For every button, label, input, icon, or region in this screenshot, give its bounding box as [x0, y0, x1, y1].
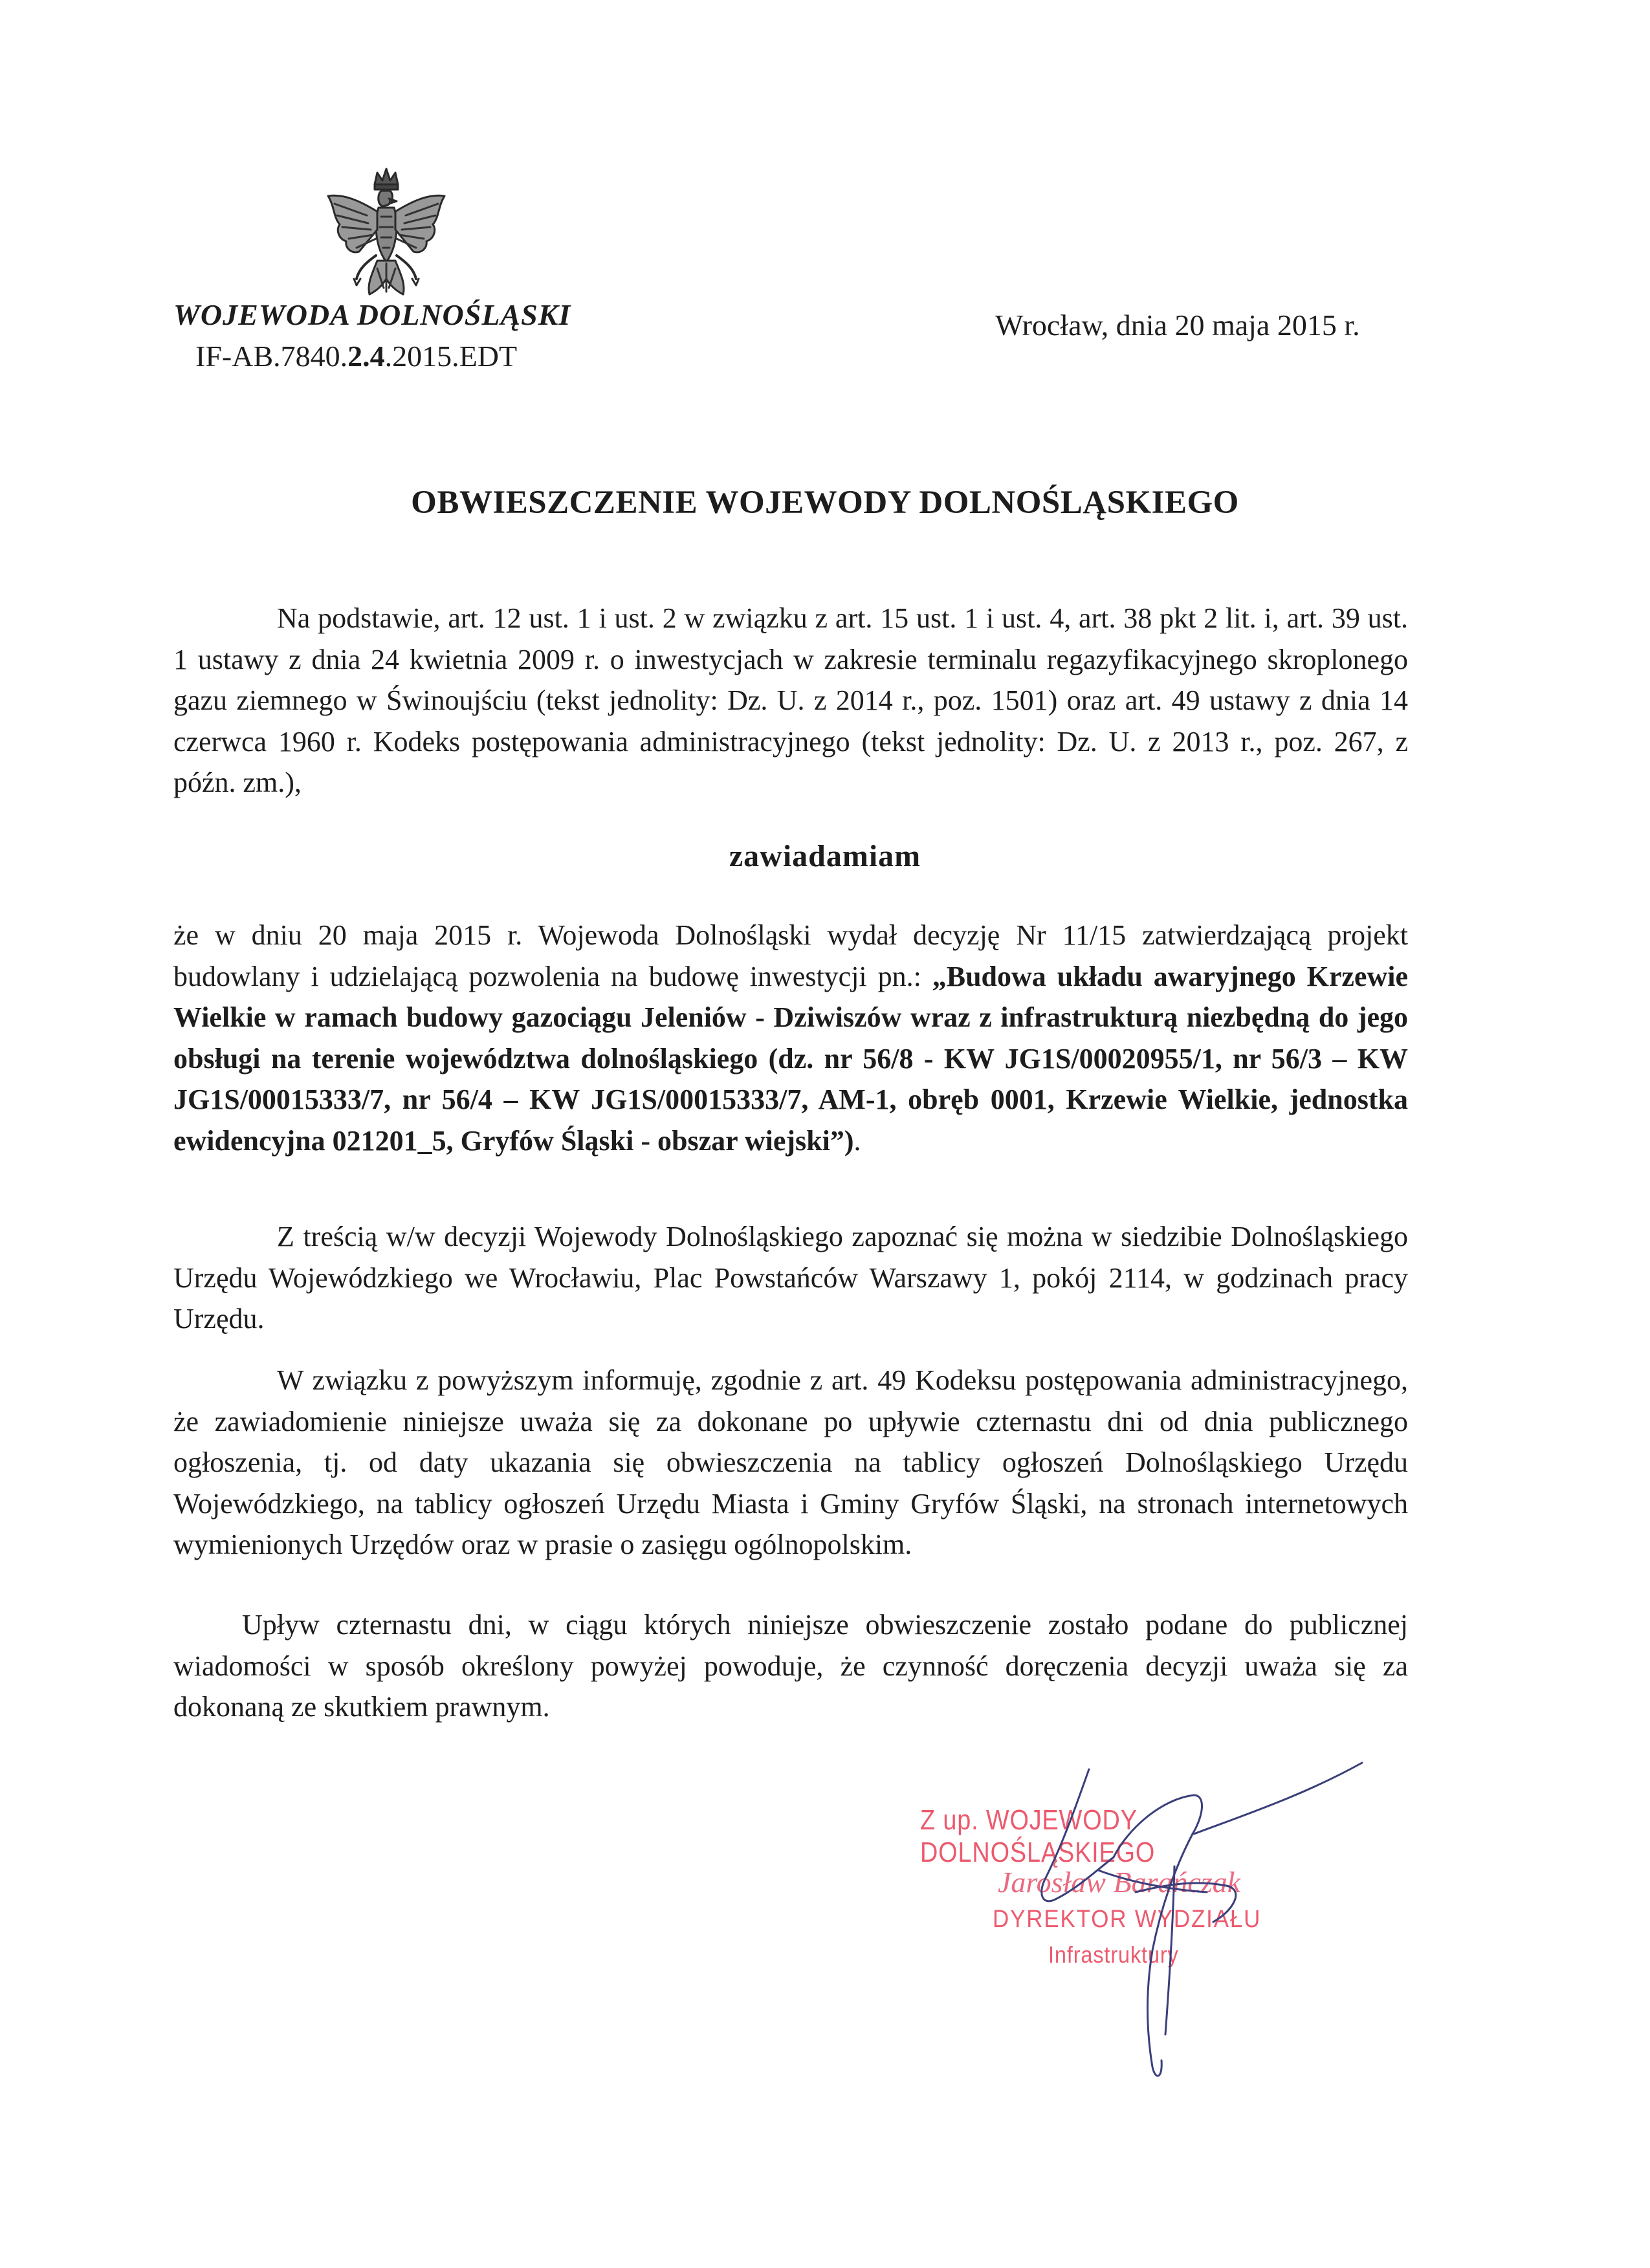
access-paragraph	[173, 1216, 1408, 1340]
access-text: Z treścią w/w decyzji Wojewody Dolnośląskiego zapoznać się można w siedzibie Dolnośląskiego Urzędu Wojewódzkiego we Wrocławiu, Plac Powstańców Warszawy 1, pokój 2114, w godzinach pracy Urzędu.	[173, 1221, 1408, 1335]
stamp-signatory-name: Jarosław Barańczak	[998, 1866, 1241, 1899]
stamp-signatory-role: DYREKTOR WYDZIAŁU	[993, 1906, 1262, 1933]
issuing-authority: WOJEWODA DOLNOŚLĄSKI	[173, 298, 571, 331]
reference-number	[173, 336, 571, 377]
place-date: Wrocław, dnia 20 maja 2015 r.	[995, 309, 1360, 342]
project-name: „Budowa układu awaryjnego Krzewie Wielkie w ramach budowy gazociągu Jeleniów - Dziwiszów wraz z infrastrukturą niezbędną do jego obsługi na terenie województwa dolnośląskiego (dz. nr 56/8 - KW JG1S/00020955/1, nr 56/3 – KW JG1S/00015333/7, nr 56/4 – KW JG1S/00015333/7, AM-1, obręb 0001, Krzewie Wielkie, jednostka ewidencyjna 021201_5, Gryfów Śląski - obszar wiejski”)	[173, 960, 1408, 1157]
delivery-text: Upływ czternastu dni, w ciągu których niniejsze obwieszczenie zostało podane do publicznej wiadomości w sposób określony powyżej powoduje, że czynność doręczenia decyzji uważa się za dokonaną ze skutkiem prawnym.	[173, 1609, 1408, 1723]
decision-lead: że w dniu 20 maja 2015 r. Wojewoda Dolnośląski wydał decyzję Nr 11/15 zatwierdzającą projekt budowlany i udzielającą pozwolenia na budowę inwestycji pn.:	[173, 919, 1408, 992]
legal-basis-text: Na podstawie, art. 12 ust. 1 i ust. 2 w związku z art. 15 ust. 1 i ust. 4, art. 38 pkt 2 lit. i, art. 39 ust. 1 ustawy z dnia 24 kwietnia 2009 r. o inwestycjach w zakresie terminalu regazyfikacyjnego skroplonego gazu ziemnego w Świnoujściu (tekst jednolity: Dz. U. z 2014 r., poz. 1501) oraz art. 49 ustawy z dnia 14 czerwca 1960 r. Kodeks postępowania administracyjnego (tekst jednolity: Dz. U. z 2013 r., poz. 267, z późn. zm.),	[173, 602, 1408, 798]
reference-bold: 2.4	[347, 340, 385, 373]
letterhead	[173, 294, 571, 377]
document-title: OBWIESZCZENIE WOJEWODY DOLNOŚLĄSKIEGO	[411, 485, 1239, 521]
reference-prefix: IF-AB.7840.	[195, 340, 348, 373]
handwritten-signature	[1000, 1756, 1453, 2119]
reference-suffix: .2015.EDT	[384, 340, 518, 373]
polish-eagle-emblem-icon	[322, 165, 451, 311]
stamp-department: Infrastruktury	[1048, 1941, 1179, 1968]
decision-end: .	[853, 1124, 861, 1157]
legal-basis-paragraph	[173, 598, 1408, 803]
decision-paragraph	[173, 915, 1408, 1161]
stamp-authorization: Z up. WOJEWODY DOLNOŚLĄSKIEGO	[920, 1804, 1156, 1868]
notify-heading: zawiadamiam	[729, 839, 921, 873]
notice-text: W związku z powyższym informuję, zgodnie z art. 49 Kodeksu postępowania administracyjnego, że zawiadomienie niniejsze uważa się za dokonane po upływie czternastu dni od dnia publicznego ogłoszenia, tj. od daty ukazania się obwieszczenia na tablicy ogłoszeń Dolnośląskiego Urzędu Wojewódzkiego, na tablicy ogłoszeń Urzędu Miasta i Gminy Gryfów Śląski, na stronach internetowych wymienionych Urzędów oraz w prasie o zasięgu ogólnopolskim.	[173, 1364, 1408, 1560]
notice-paragraph	[173, 1360, 1408, 1565]
delivery-paragraph	[173, 1604, 1408, 1728]
